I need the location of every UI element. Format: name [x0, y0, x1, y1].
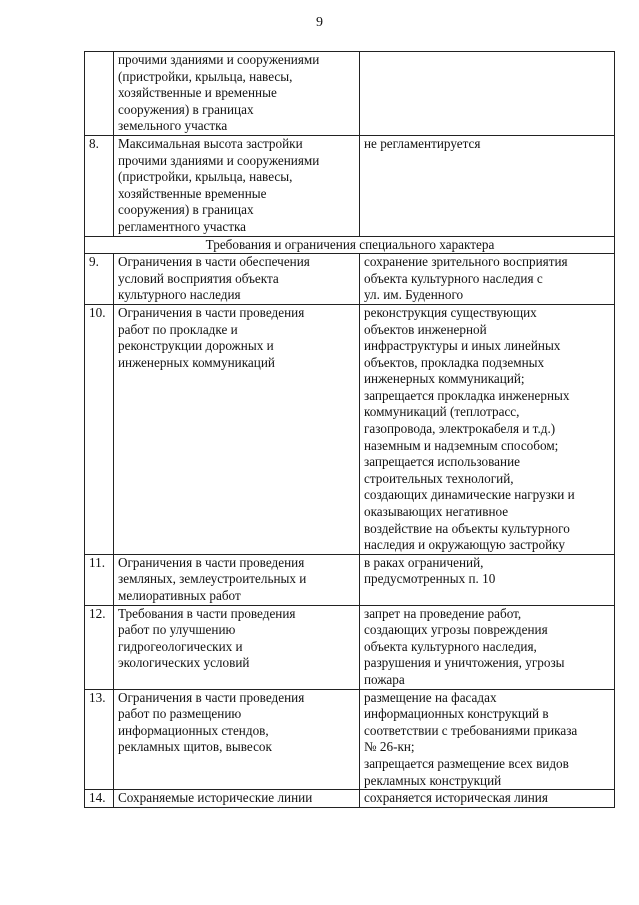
- parameter-cell: [114, 689, 360, 790]
- row-number: 14.: [85, 790, 114, 808]
- value-line: реконструкция существующих: [364, 304, 537, 320]
- parameter-line: условий восприятия объекта: [118, 270, 279, 286]
- row-number: 13.: [85, 689, 114, 790]
- parameter-line: инженерных коммуникаций: [118, 354, 275, 370]
- table-body-bottom: [85, 254, 615, 808]
- parameter-line: (пристройки, крыльца, навесы,: [118, 169, 293, 185]
- value-line: объектов, прокладка подземных: [364, 354, 545, 370]
- parameter-line: гидрогеологических и: [118, 638, 243, 654]
- value-line: объектов инженерной: [364, 321, 487, 337]
- row-number: 12.: [85, 605, 114, 689]
- table-row: [85, 304, 615, 554]
- parameter-line: земельного участка: [118, 118, 228, 134]
- parameter-line: культурного наследия: [118, 287, 241, 303]
- parameter-line: прочими зданиями и сооружениями: [118, 152, 320, 168]
- parameter-line: регламентного участка: [118, 218, 247, 234]
- value-line: коммуникаций (теплотрасс,: [364, 404, 520, 420]
- parameter-line: экологических условий: [118, 655, 250, 671]
- value-cell: [360, 790, 615, 808]
- value-line: соответствии с требованиями приказа: [364, 722, 578, 738]
- parameter-line: рекламных щитов, вывесок: [118, 739, 272, 755]
- table-row: [85, 254, 615, 305]
- value-line: инженерных коммуникаций;: [364, 371, 525, 387]
- parameter-line: сооружения) в границах: [118, 101, 254, 117]
- value-line: запрещается прокладка инженерных: [364, 387, 570, 403]
- parameter-line: реконструкции дорожных и: [118, 338, 274, 354]
- table-row: [85, 135, 615, 236]
- parameter-line: хозяйственные временные: [118, 185, 267, 201]
- value-line: создающих угрозы повреждения: [364, 622, 548, 638]
- value-line: объекта культурного наследия,: [364, 638, 537, 654]
- value-line: запрещается использование: [364, 454, 520, 470]
- value-cell: [360, 52, 615, 136]
- parameter-line: работ по улучшению: [118, 622, 236, 638]
- table-row: [85, 52, 615, 136]
- value-line: объекта культурного наследия с: [364, 270, 543, 286]
- row-number: 9.: [85, 254, 114, 305]
- parameter-line: Ограничения в части проведения: [118, 304, 305, 320]
- value-line: размещение на фасадах: [364, 689, 497, 705]
- value-line: инфраструктуры и иных линейных: [364, 338, 561, 354]
- parameter-line: мелиоративных работ: [118, 588, 241, 603]
- table-row: [85, 554, 615, 605]
- value-line: строительных технологий,: [364, 470, 514, 486]
- table-row: [85, 790, 615, 808]
- parameter-line: Сохраняемые исторические линии: [118, 790, 313, 806]
- value-line: рекламных конструкций: [364, 772, 502, 788]
- value-cell: [360, 135, 615, 236]
- parameter-line: (пристройки, крыльца, навесы,: [118, 68, 293, 84]
- value-line: сохраняется историческая линия: [364, 790, 548, 806]
- value-line: пожара: [364, 671, 405, 687]
- parameter-cell: [114, 135, 360, 236]
- parameter-cell: [114, 52, 360, 136]
- value-line: № 26-кн;: [364, 739, 415, 755]
- value-line: в раках ограничений,: [364, 554, 484, 570]
- table-body-top: [85, 52, 615, 237]
- value-line: ул. им. Буденного: [364, 287, 464, 303]
- value-line: не регламентируется: [364, 135, 481, 151]
- row-number: 10.: [85, 304, 114, 554]
- parameter-line: хозяйственные и временные: [118, 85, 277, 101]
- parameter-line: сооружения) в границах: [118, 202, 254, 218]
- row-number: [85, 52, 114, 136]
- parameter-line: работ по прокладке и: [118, 321, 238, 337]
- parameter-cell: [114, 554, 360, 605]
- value-line: наземным и надземным способом;: [364, 437, 559, 453]
- parameter-line: земляных, землеустроительных и: [118, 571, 307, 587]
- value-line: наследия и окружающую застройку: [364, 537, 565, 553]
- value-cell: [360, 689, 615, 790]
- parameter-cell: [114, 790, 360, 808]
- parameter-cell: [114, 254, 360, 305]
- regulations-table: [84, 51, 615, 808]
- parameter-line: работ по размещению: [118, 706, 242, 722]
- section-heading: Требования и ограничения специального характера: [85, 236, 615, 254]
- parameter-line: Ограничения в части обеспечения: [118, 254, 310, 270]
- value-cell: [360, 254, 615, 305]
- parameter-line: Ограничения в части проведения: [118, 689, 305, 705]
- section-heading-row: [85, 236, 615, 254]
- parameter-line: информационных стендов,: [118, 722, 269, 738]
- value-cell: [360, 605, 615, 689]
- value-line: запрет на проведение работ,: [364, 605, 522, 621]
- table-row: [85, 605, 615, 689]
- parameter-line: Ограничения в части проведения: [118, 554, 305, 570]
- table-row: [85, 689, 615, 790]
- value-line: разрушения и уничтожения, угрозы: [364, 655, 565, 671]
- value-line: газопровода, электрокабеля и т.д.): [364, 421, 556, 437]
- parameter-line: Требования в части проведения: [118, 605, 296, 621]
- value-line: создающих динамические нагрузки и: [364, 487, 575, 503]
- row-number: 11.: [85, 554, 114, 605]
- value-line: предусмотренных п. 10: [364, 571, 496, 587]
- value-line: воздействие на объекты культурного: [364, 520, 570, 536]
- parameter-cell: [114, 304, 360, 554]
- row-number: 8.: [85, 135, 114, 236]
- value-cell: [360, 554, 615, 605]
- page-number: 9: [316, 15, 323, 30]
- value-line: сохранение зрительного восприятия: [364, 254, 568, 270]
- parameter-line: прочими зданиями и сооружениями: [118, 52, 320, 67]
- value-line: оказывающих негативное: [364, 504, 509, 520]
- value-line: запрещается размещение всех видов: [364, 755, 569, 771]
- parameter-cell: [114, 605, 360, 689]
- value-cell: [360, 304, 615, 554]
- value-line: информационных конструкций в: [364, 706, 549, 722]
- table-body-section: [85, 236, 615, 254]
- parameter-line: Максимальная высота застройки: [118, 135, 303, 151]
